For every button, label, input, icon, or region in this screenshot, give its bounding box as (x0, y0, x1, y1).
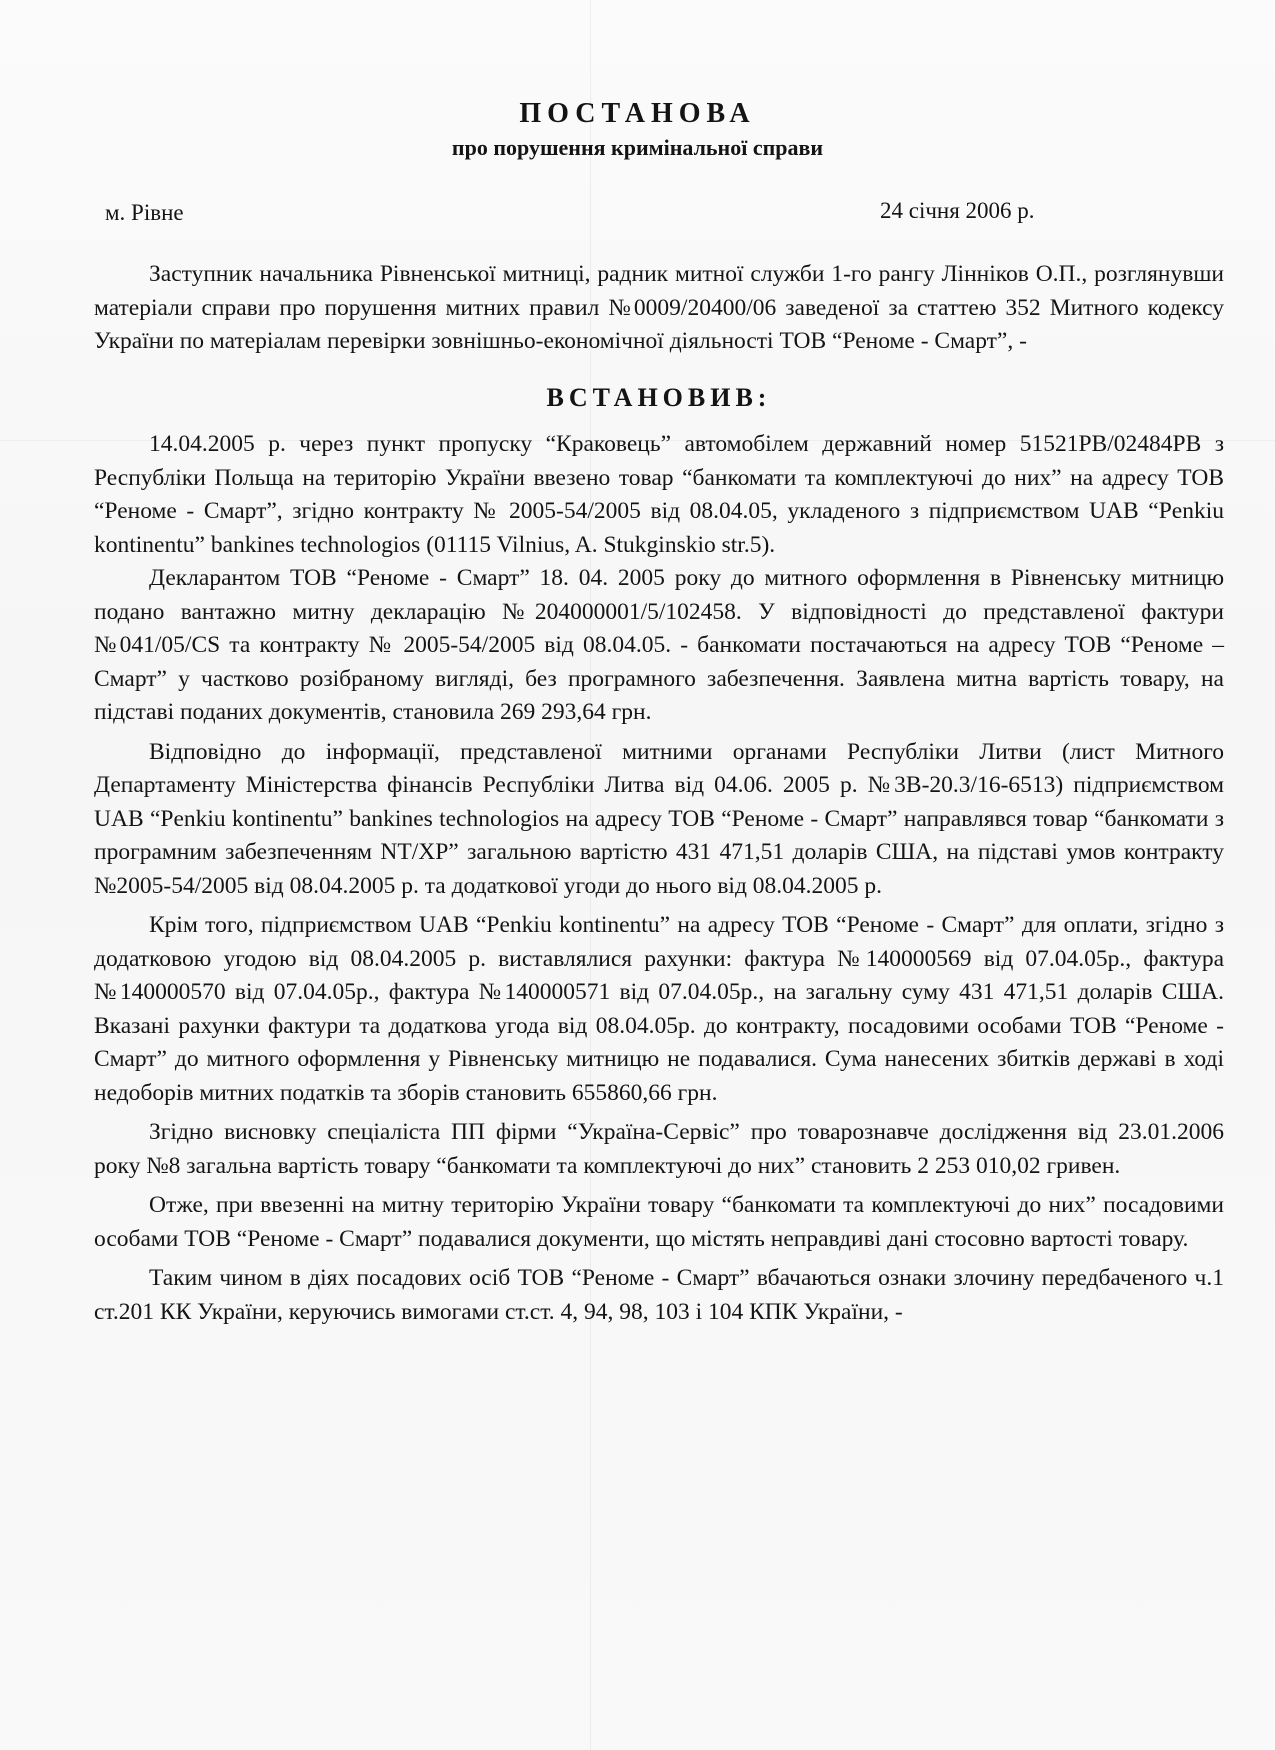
document-title: ПОСТАНОВА (519, 98, 756, 129)
body-paragraph: Отже, при ввезенні на митну територію України товару “банкомати та комплектуючі до них” посадовими особами ТОВ “Реноме - Смарт” подавалися документи, що містять неправдиві дані стосовно вартості товару. (94, 1192, 1224, 1252)
body-paragraph: Крім того, підприємством UAB “Penkiu kontinentu” на адресу ТОВ “Реноме - Смарт” для оплати, згідно з додатковою угодою від 08.04.2005 р. виставлялися рахунки: фактура №140000569 від 07.04.05р., фактура №140000570 від 07.04.05р., фактура №140000571 від 07.04.05р., на загальну суму 431 471,51 доларів США. Вказані рахунки фактури та додаткова угода від 08.04.05р. до контракту, посадовими особами ТОВ “Реноме - Смарт” до митного оформлення у Рівненську митницю не подавалися. Сума нанесених збитків державі в ході недоборів митних податків та зборів становить 655860,66 грн. (94, 912, 1224, 1106)
body-paragraph: Таким чином в діях посадових осіб ТОВ “Реноме - Смарт” вбачаються ознаки злочину передбаченого ч.1 ст.201 КК України, керуючись вимогами ст.ст. 4, 94, 98, 103 і 104 КПК України, - (94, 1265, 1224, 1325)
document-date: 24 січня 2006 р. (880, 198, 1035, 223)
document-subtitle: про порушення кримінальної справи (451, 135, 824, 160)
body-paragraph: Декларантом ТОВ “Реноме - Смарт” 18. 04. 2005 року до митного оформлення в Рівненську митницю подано вантажно митну декларацію №204000001/5/102458. У відповідності до представленої фактури №041/05/CS та контракту № 2005-54/2005 від 08.04.05. - банкомати постачаються на адресу ТОВ “Реноме – Смарт” у частково розібраному вигляді, без програмного забезпечення. Заявлена митна вартість товару, на підставі поданих документів, становила 269 293,64 грн. (94, 565, 1224, 725)
body-paragraph: Згідно висновку спеціаліста ПП фірми “Україна-Сервіс” про товарознавче дослідження від 23.01.2006 року №8 загальна вартість товару “банкомати та комплектуючі до них” становить 2 253 010,02 гривен. (94, 1119, 1224, 1179)
body-paragraph: Відповідно до інформації, представленої митними органами Республіки Литви (лист Митного Департаменту Міністерства фінансів Республіки Литва від 04.06. 2005 р. №3В-20.3/16-6513) підприємством UAB “Penkiu kontinentu” bankines technologios на адресу ТОВ “Реноме - Смарт” направлявся товар “банкомати з програмним забезпеченням NT/XP” загальною вартістю 431 471,51 доларів США, на підставі умов контракту №2005-54/2005 від 08.04.2005 р. та додаткової угоди до нього від 08.04.2005 р. (94, 738, 1224, 899)
section-heading: ВСТАНОВИВ: (546, 382, 772, 412)
document-body (94, 258, 1224, 1329)
document-place: м. Рівне (105, 200, 184, 225)
body-paragraph: 14.04.2005 р. через пункт пропуску “Краковець” автомобілем державний номер 51521РВ/02484РВ з Республіки Польща на територію України ввезено товар “банкомати та комплектуючі до них” на адресу ТОВ “Реноме - Смарт”, згідно контракту № 2005-54/2005 від 08.04.05, укладеного з підприємством UAB “Penkiu kontinentu” bankines technologios (01115 Vilnius, A. Stukginskio str.5). (94, 431, 1224, 558)
intro-paragraph: Заступник начальника Рівненської митниці, радник митної служби 1-го рангу Лінніков О.П., розглянувши матеріали справи про порушення митних правил №0009/20400/06 заведеної за статтею 352 Митного кодексу України по матеріалам перевірки зовнішньо-економічної діяльності ТОВ “Реноме - Смарт”, - (94, 261, 1224, 354)
